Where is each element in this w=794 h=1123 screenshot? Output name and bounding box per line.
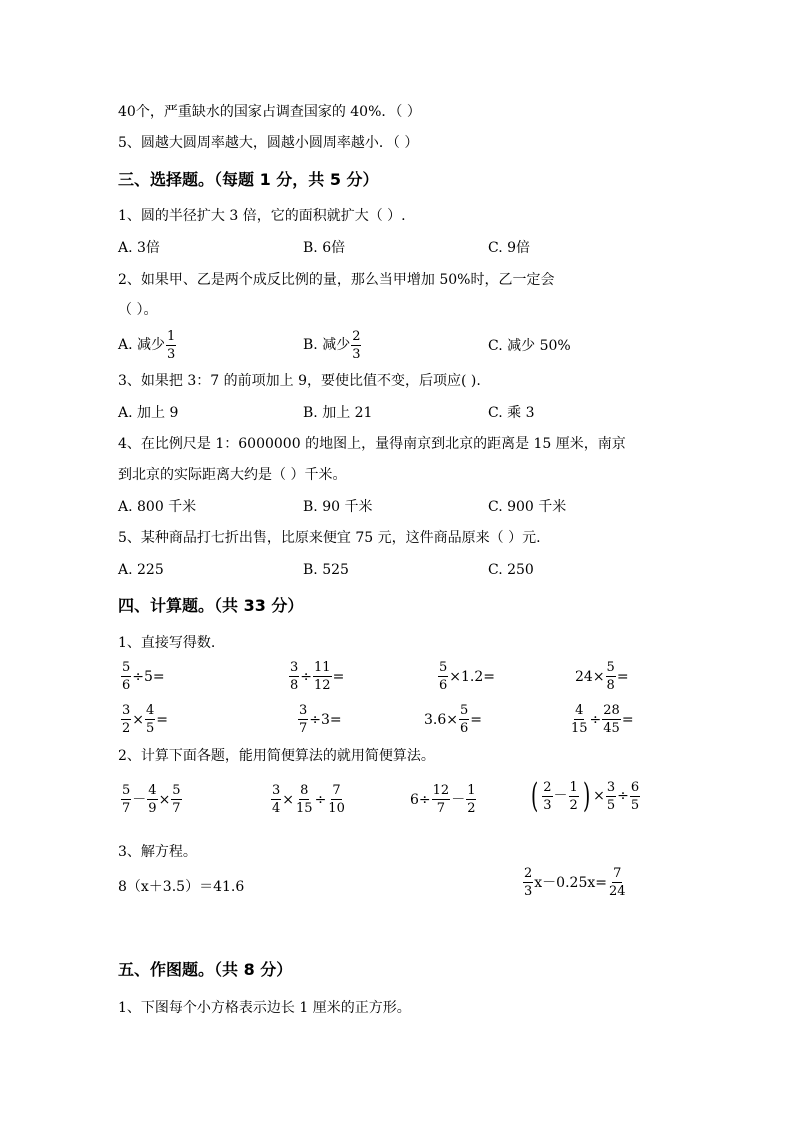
numerator: 2 [352, 328, 361, 344]
numerator: 8 [300, 783, 309, 798]
fraction [171, 783, 181, 816]
choice-q5-b: B. 525 [303, 562, 349, 578]
numerator: 5 [172, 783, 181, 798]
calc-q3-title: 3、解方程。 [118, 844, 197, 860]
q5-judge: 5、圆越大圆周率越大，圆越小圆周率越小．（ ） [118, 135, 419, 151]
fraction [298, 703, 308, 736]
choice-q5-c: C. 250 [488, 562, 534, 578]
choice-q4-b: B. 90 千米 [303, 499, 373, 515]
operator: × [282, 791, 295, 808]
fraction [327, 783, 346, 816]
choice-q5-a: A. 225 [118, 562, 164, 578]
fraction [606, 660, 616, 693]
denominator: 2 [569, 797, 578, 813]
calc-q2-title: 2、计算下面各题，能用简便算法的就用简便算法。 [118, 748, 435, 764]
denominator: 6 [122, 678, 131, 693]
choice-q1-c: C. 9倍 [488, 240, 531, 256]
numerator: 1 [467, 783, 476, 798]
denominator: 7 [122, 801, 131, 816]
denominator: 5 [630, 797, 640, 813]
numerator: 11 [314, 660, 331, 675]
fraction [542, 780, 552, 813]
choice-q1-b: B. 6倍 [303, 240, 346, 256]
right-paren: ) [582, 776, 591, 816]
numerator: 7 [613, 866, 622, 881]
equals: = [470, 711, 483, 728]
oral-calc-3 [437, 660, 495, 693]
oral-calc-2 [288, 660, 344, 693]
choice-q2-c: C. 减少 50% [488, 338, 571, 354]
denominator: 2 [122, 721, 131, 736]
operator: × [132, 711, 145, 728]
numerator: 5 [606, 660, 615, 675]
operator: ÷ [589, 711, 602, 728]
denominator: 6 [439, 678, 448, 693]
fraction [147, 783, 157, 816]
choice-q2-line2: （ ）。 [118, 302, 158, 318]
fraction [289, 660, 299, 693]
equals: = [156, 711, 169, 728]
fraction [608, 866, 627, 899]
left-paren: ( [530, 776, 539, 816]
denominator: 5 [146, 721, 155, 736]
choice-q2-b [303, 325, 362, 365]
fraction [466, 783, 476, 816]
choice-q4-c: C. 900 千米 [488, 499, 567, 515]
numerator: 3 [290, 660, 299, 675]
fraction [459, 703, 469, 736]
simplify-calc-4 [528, 776, 641, 816]
denominator: 3 [543, 797, 552, 813]
expr-text: 3.6× [424, 711, 458, 728]
numerator: 5 [122, 783, 131, 798]
choice-q4-line2: 到北京的实际距离大约是（ ）千米。 [118, 467, 347, 483]
fraction [438, 660, 448, 693]
choice-q4-line1: 4、在比例尺是 1：6000000 的地图上，量得南京到北京的距离是 15 厘米，南京 [118, 436, 626, 452]
drawing-q1: 1、下图每个小方格表示边长 1 厘米的正方形。 [118, 1000, 411, 1016]
choice-q3-b: B. 加上 21 [303, 405, 373, 421]
expr-text: ×1.2= [449, 668, 496, 685]
operator: ÷ [300, 668, 313, 685]
choice-q3-a: A. 加上 9 [118, 405, 179, 421]
fraction [432, 783, 451, 816]
numerator: 3 [299, 703, 308, 718]
denominator: 3 [524, 884, 533, 899]
denominator: 7 [172, 801, 181, 816]
denominator: 8 [290, 678, 299, 693]
denominator: 9 [148, 801, 157, 816]
choice-q3: 3、如果把 3：7 的前项加上 9，要使比值不变，后项应( ). [118, 373, 481, 389]
section3-title: 三、选择题。（每题 1 分，共 5 分） [118, 170, 379, 189]
fraction [295, 783, 314, 816]
numerator: 3 [606, 779, 616, 795]
expr-text: ÷3= [309, 711, 342, 728]
fraction [351, 329, 361, 362]
section4-title: 四、计算题。（共 33 分） [118, 596, 304, 615]
equals: = [621, 711, 634, 728]
equation-2 [522, 866, 628, 899]
q4-judge-continuation: 40个，严重缺水的国家占调查国家的 40%．（ ） [118, 104, 421, 120]
denominator: 8 [606, 678, 615, 693]
choice-q1: 1、圆的半径扩大 3 倍，它的面积就扩大（ ）. [118, 208, 406, 224]
oral-calc-1 [120, 660, 165, 693]
fraction [121, 703, 131, 736]
fraction [166, 329, 176, 362]
denominator: 15 [571, 721, 588, 736]
denominator: 12 [314, 678, 331, 693]
numerator: 4 [575, 703, 584, 718]
denominator: 7 [299, 721, 308, 736]
calc-q1-title: 1、直接写得数. [118, 635, 216, 651]
simplify-calc-2 [270, 783, 347, 816]
fraction [145, 703, 155, 736]
denominator: 24 [608, 884, 626, 899]
fraction [271, 783, 281, 816]
numerator: 5 [122, 660, 131, 675]
choice-q4-a: A. 800 千米 [118, 499, 197, 515]
numerator: 2 [524, 866, 533, 881]
section5-title: 五、作图题。（共 8 分） [118, 960, 293, 979]
operator: － [553, 788, 568, 804]
operator: × [593, 788, 605, 804]
simplify-calc-3 [410, 783, 477, 816]
numerator: 7 [332, 783, 341, 798]
expr-text: x－0.25x= [534, 874, 607, 891]
equals: = [332, 668, 345, 685]
denominator: 3 [352, 346, 361, 362]
operator: － [132, 791, 147, 808]
denominator: 10 [328, 801, 345, 816]
numerator: 2 [543, 779, 552, 795]
numerator: 4 [148, 783, 157, 798]
denominator: 15 [296, 801, 313, 816]
numerator: 6 [630, 779, 640, 795]
fraction [606, 780, 616, 813]
numerator: 1 [569, 779, 578, 795]
choice-q2-line1: 2、如果甲、乙是两个成反比例的量，那么当甲增加 50%时，乙一定会 [118, 272, 555, 288]
denominator: 6 [460, 721, 469, 736]
oral-calc-8 [569, 703, 634, 736]
denominator: 7 [436, 801, 446, 816]
fraction [570, 703, 589, 736]
simplify-calc-1 [120, 783, 183, 816]
numerator: 28 [603, 703, 620, 718]
fraction [121, 660, 131, 693]
denominator: 45 [603, 721, 620, 736]
operator: － [451, 791, 466, 808]
numerator: 3 [272, 783, 281, 798]
fraction [602, 703, 621, 736]
choice-q5: 5、某种商品打七折出售，比原来便宜 75 元，这件商品原来（ ）元. [118, 530, 541, 546]
denominator: 3 [167, 346, 176, 362]
numerator: 1 [167, 328, 176, 344]
operator: × [158, 791, 171, 808]
expr-text: 6÷ [410, 791, 431, 808]
choice-q3-c: C. 乘 3 [488, 405, 535, 421]
numerator: 5 [460, 703, 469, 718]
option-label: A. 减少 [118, 337, 166, 353]
option-label: B. 减少 [303, 337, 351, 353]
numerator: 3 [122, 703, 131, 718]
operator: ÷ [617, 788, 629, 804]
numerator: 5 [439, 660, 448, 675]
denominator: 2 [467, 801, 476, 816]
oral-calc-5 [120, 703, 168, 736]
expr-text: 24× [575, 668, 605, 685]
numerator: 12 [432, 783, 450, 798]
expr-text: ÷5= [132, 668, 165, 685]
operator: ÷ [314, 791, 327, 808]
fraction [313, 660, 332, 693]
equation-1: 8（x＋3.5）＝41.6 [118, 879, 245, 895]
numerator: 4 [146, 703, 155, 718]
oral-calc-4 [575, 660, 629, 693]
oral-calc-6 [297, 703, 342, 736]
choice-q1-a: A. 3倍 [118, 240, 160, 256]
oral-calc-7 [424, 703, 482, 736]
choice-q2-a [118, 325, 177, 365]
denominator: 5 [606, 797, 616, 813]
denominator: 4 [272, 801, 281, 816]
fraction [523, 866, 533, 899]
fraction [630, 780, 640, 813]
fraction [569, 780, 579, 813]
fraction [121, 783, 131, 816]
equals: = [616, 668, 629, 685]
